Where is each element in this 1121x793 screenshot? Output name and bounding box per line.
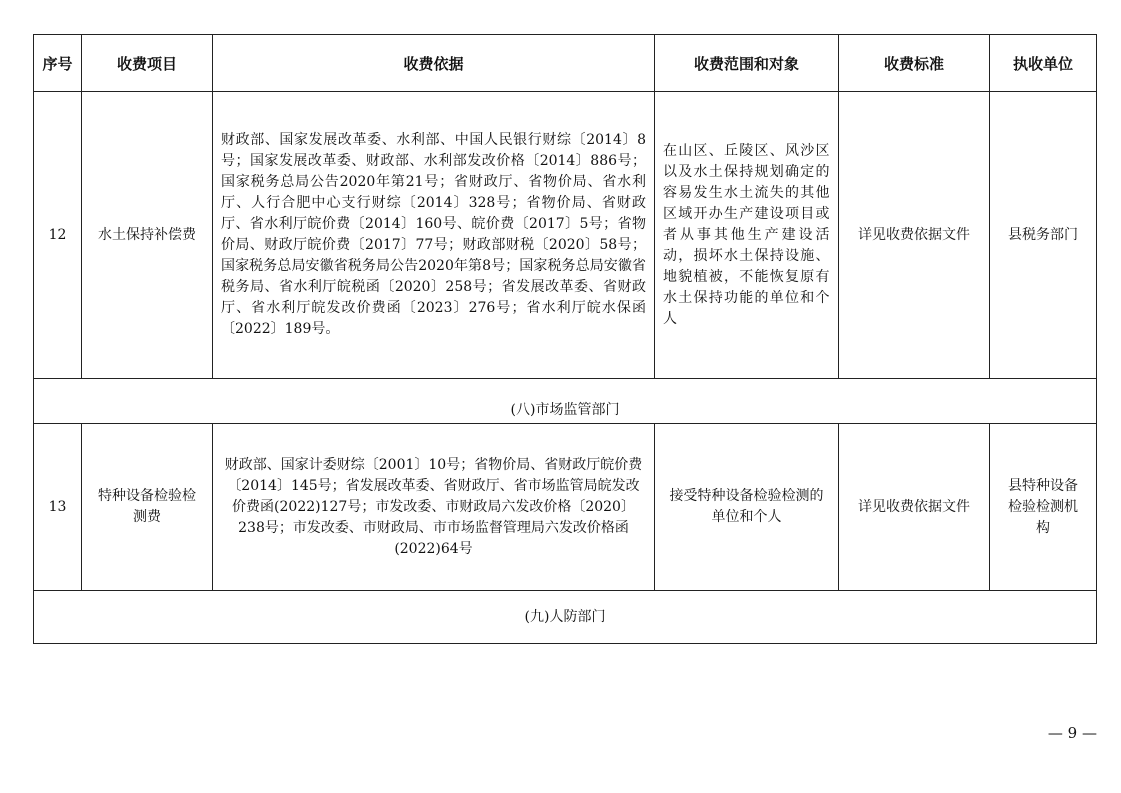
header-basis: 收费依据 — [213, 35, 655, 92]
row-unit: 县特种设备检验检测机构 — [990, 424, 1097, 591]
row-scope: 在山区、丘陵区、风沙区以及水土保持规划确定的容易发生水土流失的其他区域开办生产建设项目或者从事其他生产建设活动，损坏水土保持设施、地貌植被，不能恢复原有水土保持功能的单位和个人 — [663, 142, 830, 327]
table-row — [34, 92, 1097, 379]
table-row — [34, 424, 1097, 591]
section-row — [34, 591, 1097, 644]
row-basis-cell — [213, 92, 655, 379]
section-row — [34, 379, 1097, 424]
row-item: 特种设备检验检测费 — [82, 424, 213, 591]
row-item: 水土保持补偿费 — [82, 92, 213, 379]
header-scope: 收费范围和对象 — [655, 35, 839, 92]
row-unit: 县税务部门 — [990, 92, 1097, 379]
row-basis: 财政部、国家发展改革委、水利部、中国人民银行财综〔2014〕8号；国家发展改革委、财政部、水利部发改价格〔2014〕886号；国家税务总局公告2020年第21号；省财政厅、省物价局、省水利厅、人行合肥中心支行财综〔2014〕328号；省物价局、省财政厅、省水利厅皖价费〔2014〕160号、皖价费〔2017〕5号；省物价局、财政厅皖价费〔2017〕77号；财政部财税〔2020〕58号；国家税务总局安徽省税务局公告2020年第8号；国家税务总局安徽省税务局、省水利厅皖税函〔2020〕258号；省发展改革委、省财政厅、省水利厅皖发改价费函〔2023〕276号；省水利厅皖水保函〔2022〕189号。 — [221, 132, 646, 337]
header-item: 收费项目 — [82, 35, 213, 92]
header-unit: 执收单位 — [990, 35, 1097, 92]
row-no: 12 — [34, 92, 82, 379]
row-scope-cell — [655, 424, 839, 591]
row-scope: 接受特种设备检验检测的单位和个人 — [669, 488, 824, 525]
fee-table — [33, 34, 1097, 644]
header-standard: 收费标准 — [839, 35, 990, 92]
page-number: — 9 — — [1047, 724, 1097, 742]
section-title: (八)市场监管部门 — [34, 379, 1097, 424]
row-no: 13 — [34, 424, 82, 591]
row-basis: 财政部、国家计委财综〔2001〕10号；省物价局、省财政厅皖价费〔2014〕145号；省发展改革委、省财政厅、省市场监管局皖发改价费函(2022)127号；市发改委、市财政局六发改价格〔2020〕238号；市发改委、市财政局、市市场监督管理局六发改价格函(2022)64号 — [224, 456, 643, 557]
section-title: (九)人防部门 — [34, 591, 1097, 644]
row-basis-cell — [213, 424, 655, 591]
header-no: 序号 — [34, 35, 82, 92]
row-scope-cell — [655, 92, 839, 379]
row-standard: 详见收费依据文件 — [839, 424, 990, 591]
row-standard: 详见收费依据文件 — [839, 92, 990, 379]
header-row — [34, 35, 1097, 92]
